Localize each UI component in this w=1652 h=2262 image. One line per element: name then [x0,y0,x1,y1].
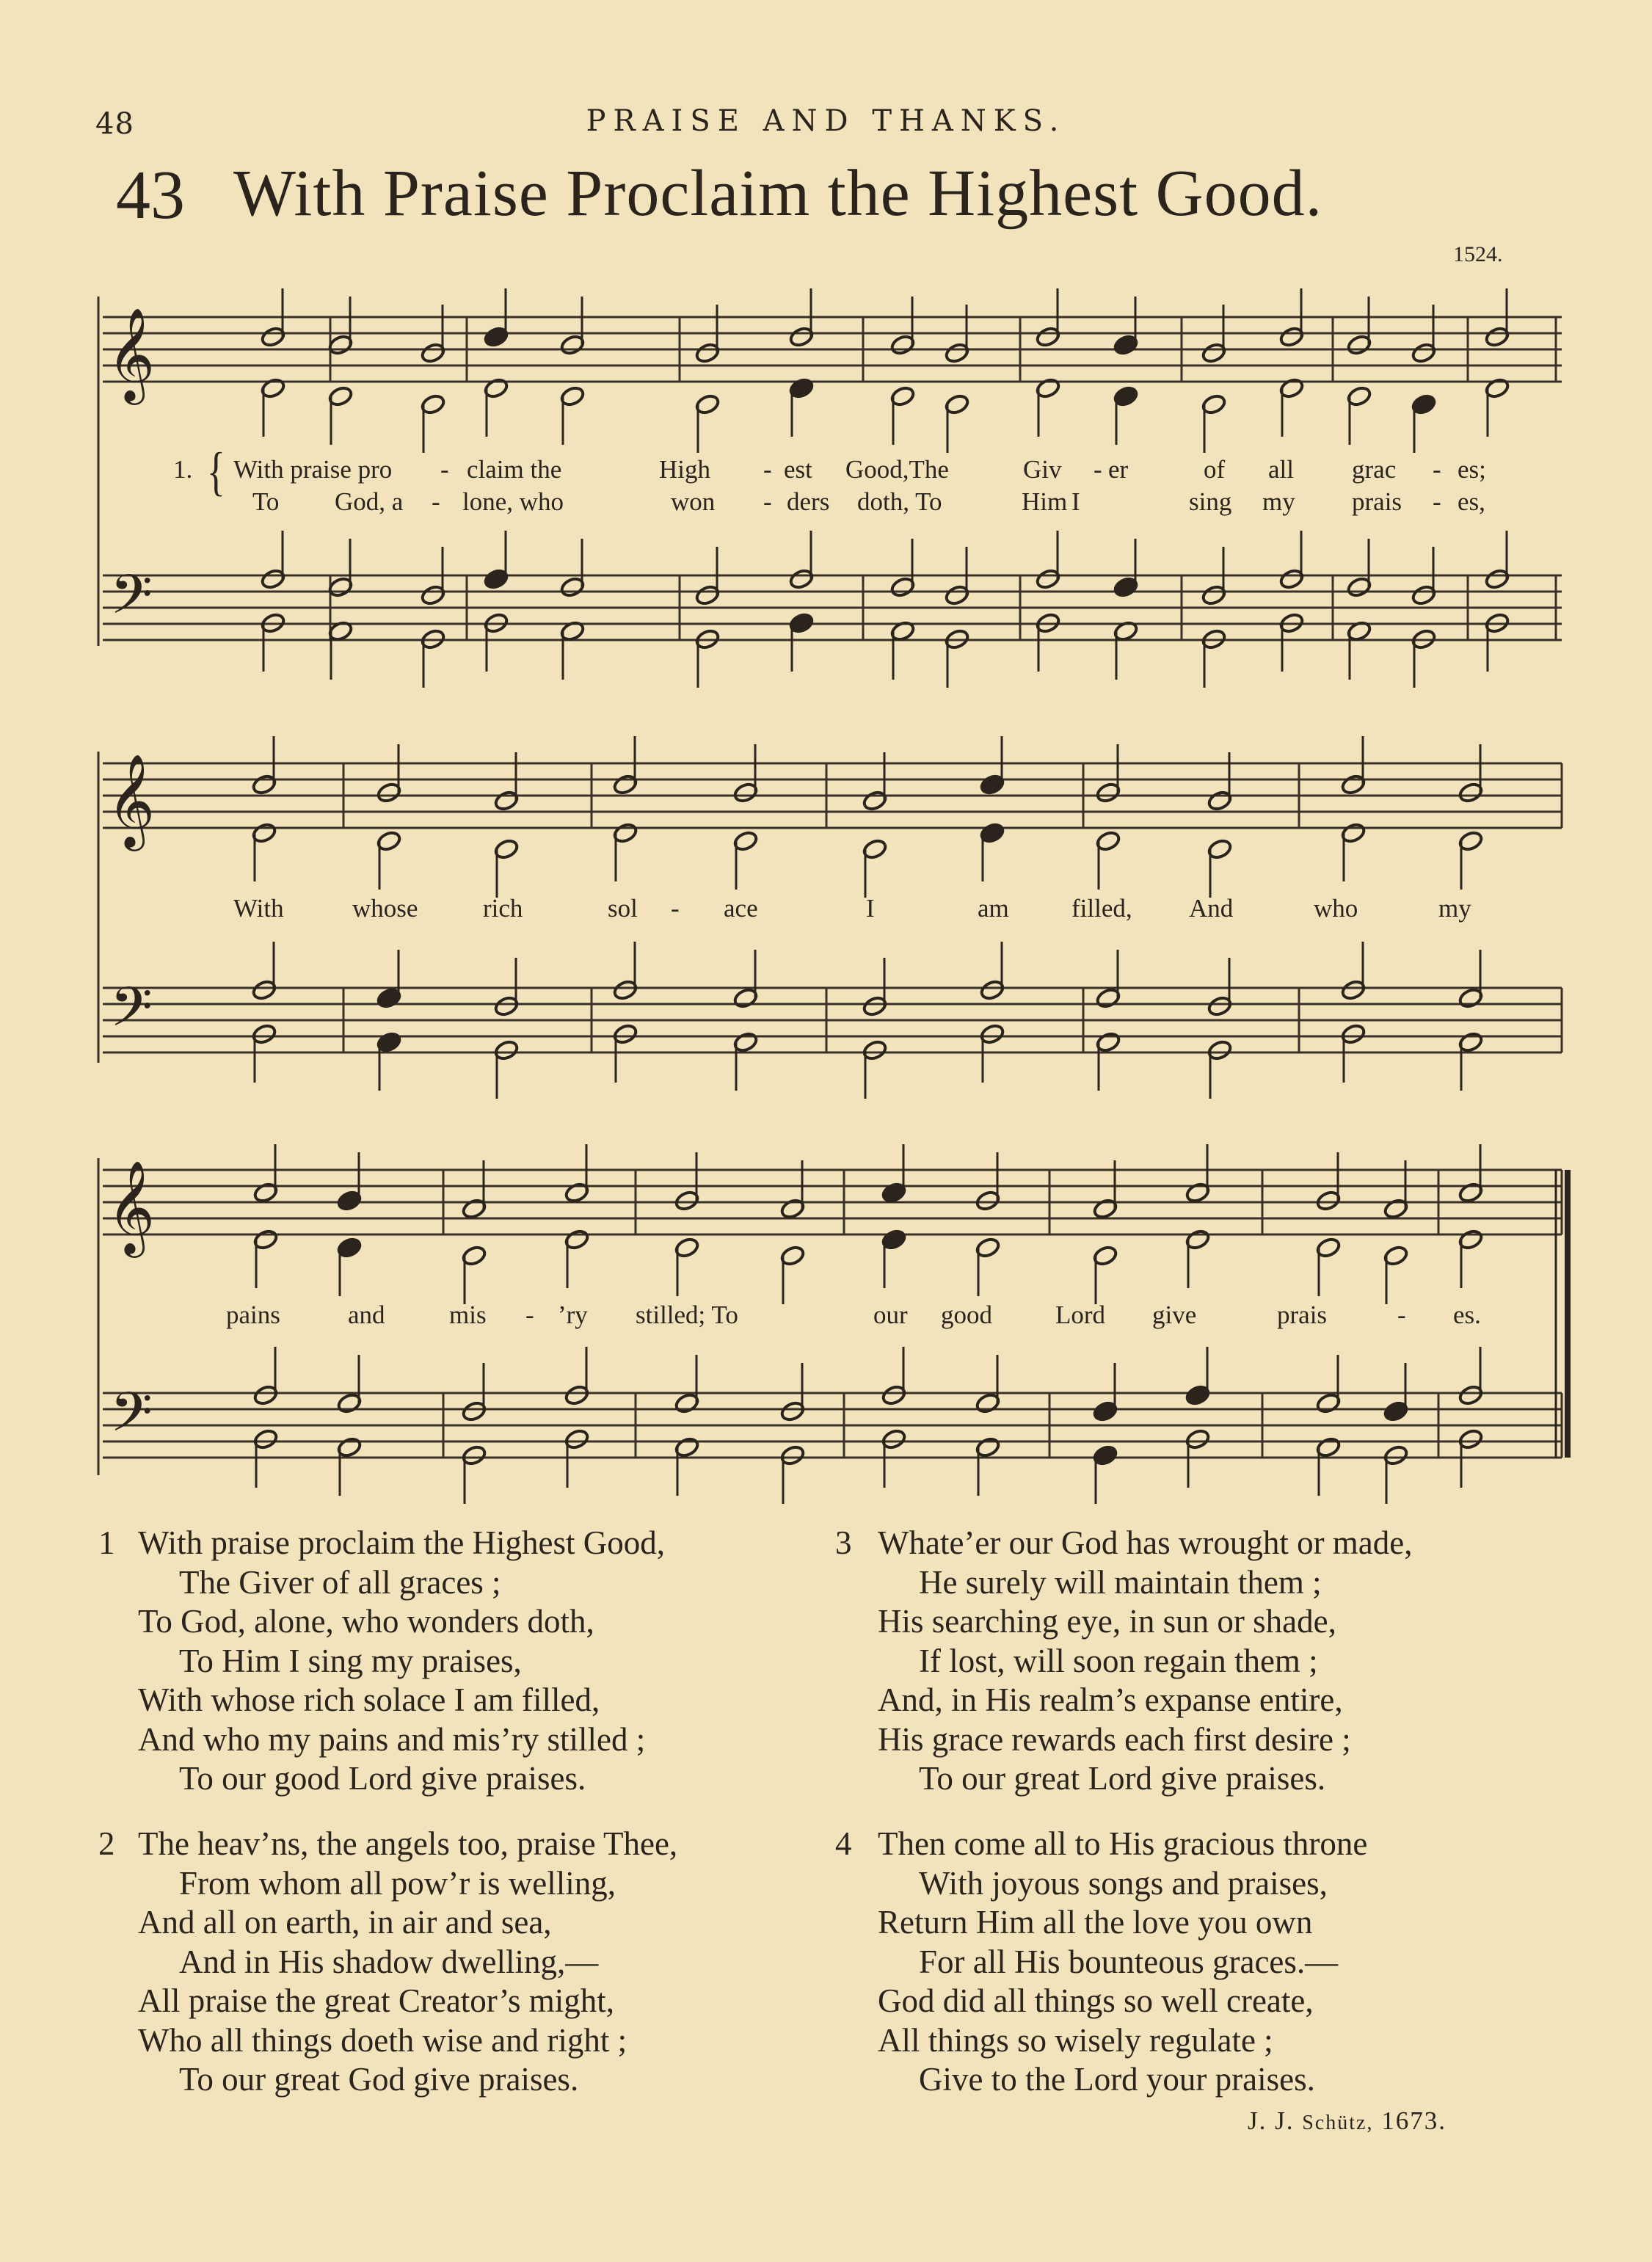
lyric-syllable: With praise pro [233,455,393,484]
verse-line: To our good Lord give praises. [179,1760,586,1797]
lyric-syllable: claim the [467,455,562,484]
verse-line: Give to the Lord your praises. [919,2061,1315,2098]
lyric-syllable: - [671,894,680,923]
lyric-syllable: es. [1453,1301,1481,1329]
lyric-syllable: whose [352,894,418,923]
verse-line: And all on earth, in air and sea, [138,1904,552,1941]
verse-2 [98,1825,677,2100]
lyric-syllable: prais [1352,487,1402,516]
lyric-syllable: God, a [335,487,404,516]
lyric-syllable: - [1433,455,1441,484]
lyric-syllable: all [1268,455,1294,484]
verse-line: If lost, will soon regain them ; [919,1642,1318,1679]
verse-line: From whom all pow’r is welling, [179,1864,616,1902]
verse-line: Return Him all the love you own [878,1904,1313,1941]
verse-line: To our great Lord give praises. [919,1760,1326,1797]
lyric-syllable: Lord [1055,1301,1106,1329]
author-year: 1673. [1381,2106,1447,2135]
lyric-syllable: - [763,455,772,484]
lyric-syllable: doth, To [857,487,942,516]
verse-line: God did all things so well create, [878,1982,1314,2019]
lyric-syllable: mis [449,1301,487,1329]
author-credit [1248,2106,1447,2136]
treble-clef-icon: 𝄞 [107,307,156,401]
lyric-syllable: Him [1022,487,1068,516]
bass-clef-icon: 𝄢 [110,563,153,640]
verse-line: With praise proclaim the Highest Good, [138,1524,666,1561]
lyric-syllable: - [440,455,449,484]
author-surname: Schütz, [1302,2112,1374,2134]
lyric-syllable: - [1397,1301,1406,1329]
lyric-syllable: - [1094,455,1102,484]
lyric-syllable: rich [483,894,523,923]
lyric-syllable: who [1314,894,1358,923]
verse-line: The Giver of all graces ; [179,1563,501,1601]
lyric-syllable: With [233,894,284,923]
section-title: PRAISE AND THANKS. [586,104,1066,138]
lyric-syllable: es, [1458,487,1485,516]
lyric-syllable: - [525,1301,534,1329]
lyric-syllable: sol [608,894,638,923]
lyric-syllable: To [252,487,280,516]
verse-1 [98,1524,665,1799]
verse-line: With whose rich solace I am filled, [138,1681,600,1718]
hymn-number: 43 [116,157,185,233]
lyric-syllable: I [1071,487,1080,516]
verse-number: 1 [98,1524,115,1561]
lyric-syllable: pains [226,1301,280,1329]
treble-clef-icon: 𝄞 [107,753,156,847]
treble-staff-2 [103,763,1562,828]
verse-line: To God, alone, who wonders doth, [138,1603,594,1640]
verse-line: All things so wisely regulate ; [878,2021,1273,2059]
lyric-syllable: lone, who [462,487,564,516]
lyric-syllable: - [432,487,440,516]
verse-number: 2 [98,1825,115,1862]
treble-clef-icon: 𝄞 [107,1160,156,1254]
lyric-syllable: am [978,894,1009,923]
lyric-syllable: won [671,487,716,516]
verse-line: And, in His realm’s expanse entire, [878,1681,1343,1718]
verse-line: His searching eye, in sun or shade, [878,1603,1336,1640]
verse-line: With joyous songs and praises, [919,1864,1328,1902]
verse-line: Whate’er our God has wrought or made, [878,1524,1413,1561]
verse-line: And who my pains and mis’ry stilled ; [138,1720,646,1758]
bass-staff-3 [103,1393,1562,1458]
verse-line: The heav’ns, the angels too, praise Thee, [138,1825,678,1862]
lyric-syllable: Giv [1023,455,1062,484]
lyric-syllable: - [763,487,772,516]
verse-line: To our great God give praises. [179,2061,579,2098]
treble-staff-1 [103,317,1562,382]
lyric-syllable: est [784,455,812,484]
lyric-syllable: filled, [1071,894,1132,923]
verse-number: 4 [835,1825,852,1862]
lyric-syllable: And [1189,894,1234,923]
lyric-syllable: stilled; To [636,1301,738,1329]
page-number: 48 [95,107,134,141]
lyric-syllable: ders [787,487,830,516]
lyric-syllable: I [866,894,875,923]
lyric-syllable: our [873,1301,908,1329]
verse-line: His grace rewards each first desire ; [878,1720,1351,1758]
verse-line: For all His bounteous graces.— [919,1943,1339,1980]
hymn-title: With Praise Proclaim the Highest Good. [233,157,1323,230]
lyric-syllable: sing [1189,487,1232,516]
verse-number: 3 [835,1524,852,1561]
verse-line: He surely will maintain them ; [919,1563,1322,1601]
author-initials: J. J. [1248,2106,1295,2135]
verse-line: Then come all to His gracious throne [878,1825,1368,1862]
lyric-syllable: grac [1352,455,1397,484]
verse-line: To Him I sing my praises, [179,1642,522,1679]
lyric-syllable: my [1438,894,1471,923]
treble-staff-3 [103,1170,1562,1234]
lyric-syllable: my [1262,487,1295,516]
tune-year: 1524. [1453,242,1503,266]
verse-3 [835,1524,1413,1799]
lyric-syllable: good [941,1301,992,1329]
lyric-syllable: give [1152,1301,1197,1329]
lyric-syllable: Good,The [845,455,949,484]
bass-clef-icon: 𝄢 [110,1381,153,1458]
verse-line: And in His shadow dwelling,— [179,1943,599,1980]
verse-mark: 1. [173,455,193,484]
verse-line: Who all things doeth wise and right ; [138,2021,627,2059]
lyric-syllable: es; [1458,455,1486,484]
lyric-syllable: ace [724,894,758,923]
lyric-syllable: - [1433,487,1441,516]
lyric-syllable: ’ry [558,1301,588,1329]
lyric-syllable: High [659,455,710,484]
lyric-syllable: er [1108,455,1129,484]
bass-staff-1 [103,575,1562,640]
lyric-syllable: of [1204,455,1226,484]
verse-brace: { [207,443,225,502]
lyric-syllable: prais [1277,1301,1328,1329]
lyric-syllable: and [348,1301,385,1329]
verse-4 [835,1825,1367,2100]
bass-clef-icon: 𝄢 [110,975,153,1052]
verse-line: All praise the great Creator’s might, [138,1982,614,2019]
